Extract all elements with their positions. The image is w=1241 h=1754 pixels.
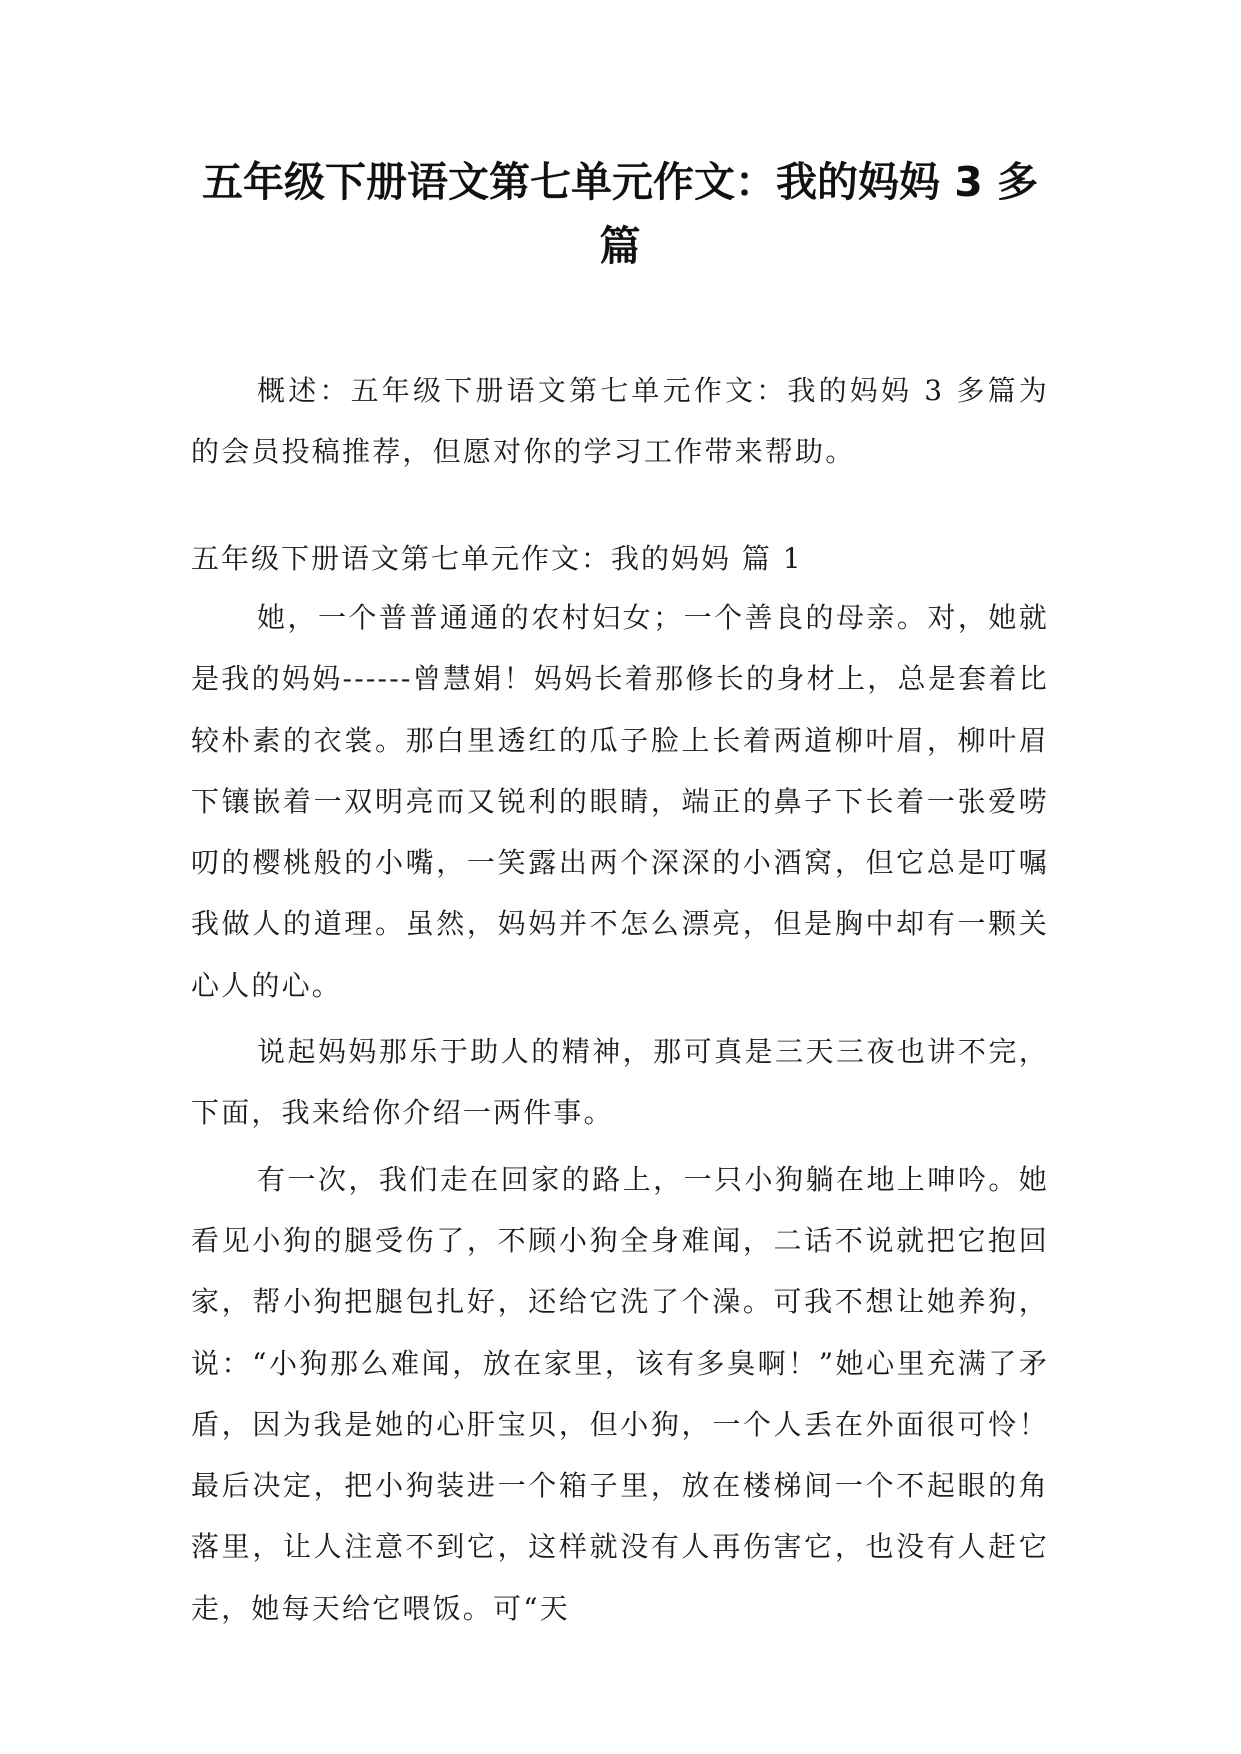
summary-block [191, 360, 1049, 482]
essay-paragraph: 她，一个普普通通的农村妇女；一个善良的母亲。对，她就是我的妈妈------曾慧娟！妈妈长着那修长的身材上，总是套着比较朴素的衣裳。那白里透红的瓜子脸上长着两道柳叶眉，柳叶眉下镶嵌着一双明亮而又锐利的眼睛，端正的鼻子下长着一张爱唠叨的樱桃般的小嘴，一笑露出两个深深的小酒窝，但它总是叮嘱我做人的道理。虽然，妈妈并不怎么漂亮，但是胸中却有一颗关心人的心。 [191, 601, 1049, 1002]
summary-text: 概述：五年级下册语文第七单元作文：我的妈妈 3 多篇为的会员投稿推荐，但愿对你的学习工作带来帮助。 [191, 374, 1049, 468]
essay-paragraph: 有一次，我们走在回家的路上，一只小狗躺在地上呻吟。她看见小狗的腿受伤了，不顾小狗全身难闻，二话不说就把它抱回家，帮小狗把腿包扎好，还给它洗了个澡。可我不想让她养狗，说：“小狗那么难闻，放在家里，该有多臭啊！”她心里充满了矛盾，因为我是她的心肝宝贝，但小狗，一个人丢在外面很可怜！最后决定，把小狗装进一个箱子里，放在楼梯间一个不起眼的角落里，让人注意不到它，这样就没有人再伤害它，也没有人赶它走，她每天给它喂饭。可“天 [191, 1162, 1049, 1625]
essay-body [191, 587, 1049, 1644]
essay-paragraph: 说起妈妈那乐于助人的精神，那可真是三天三夜也讲不完，下面，我来给你介绍一两件事。 [191, 1035, 1049, 1130]
section-heading: 五年级下册语文第七单元作文：我的妈妈 篇 1 [191, 542, 803, 575]
document-title: 五年级下册语文第七单元作文：我的妈妈 3 多篇 [201, 158, 1039, 270]
